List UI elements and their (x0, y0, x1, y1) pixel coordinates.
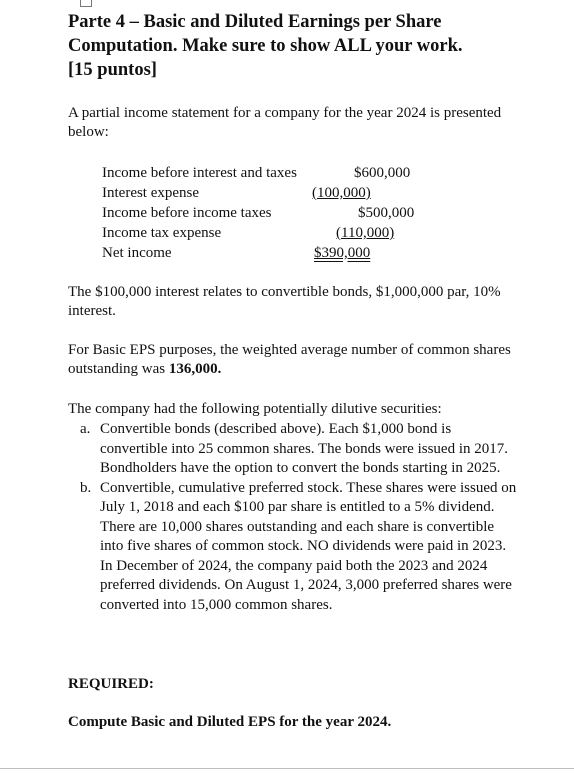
income-statement-row (102, 223, 432, 243)
statement-label: Income before income taxes (102, 205, 272, 221)
statement-label: Income tax expense (102, 225, 222, 241)
weighted-shares-value: 136,000 (168, 361, 218, 377)
bottom-divider (0, 768, 574, 769)
task-statement: Compute Basic and Diluted EPS for the year 2024. (68, 714, 392, 730)
list-item (80, 479, 520, 616)
statement-value: $600,000 (354, 165, 411, 181)
heading-line-3: [15 puntos] (68, 60, 157, 80)
income-statement-row (102, 203, 432, 223)
basic-eps-text: For Basic EPS purposes, the weighted average number of common shares outstanding was (68, 342, 511, 377)
list-marker: b. (80, 479, 92, 496)
heading-line-2: Computation. Make sure to show ALL your work. (68, 36, 463, 56)
required-label: REQUIRED: (68, 676, 154, 692)
list-item-text: Convertible, cumulative preferred stock. These shares were issued on July 1, 2018 and each $100 par share is entitled to a 5% dividend. There are 10,000 shares outstanding and each share is convertible into five shares of common stock. NO dividends were paid in 2023. In December of 2024, the company paid both the 2023 and 2024 preferred dividends. On August 1, 2024, 3,000 preferred shares were converted into 15,000 common shares. (100, 479, 517, 613)
income-statement-row (102, 243, 432, 263)
question-heading (68, 10, 538, 82)
statement-label: Interest expense (102, 185, 200, 201)
statement-label: Net income (102, 245, 172, 261)
statement-value: (100,000) (312, 185, 371, 201)
statement-label: Income before interest and taxes (102, 165, 297, 181)
intro-paragraph: A partial income statement for a company for the year 2024 is presented below: (68, 105, 502, 140)
income-statement-row (102, 183, 432, 203)
list-item-text: Convertible bonds (described above). Each $1,000 bond is convertible into 25 common shares. The bonds were issued in 2017. Bondholders have the option to convert the bonds starting in 2025. (100, 421, 508, 476)
interest-note: The $100,000 interest relates to convertible bonds, $1,000,000 par, 10% interest. (68, 284, 501, 319)
income-statement-row (102, 163, 432, 183)
heading-line-1: Parte 4 – Basic and Diluted Earnings per Share (68, 12, 442, 32)
statement-value: $500,000 (358, 205, 415, 221)
basic-eps-note (68, 341, 518, 379)
checkbox-fragment (80, 0, 92, 7)
statement-value: (110,000) (336, 225, 395, 241)
basic-eps-suffix: . (217, 361, 222, 377)
list-marker: a. (80, 421, 91, 437)
dilutive-intro: The company had the following potentially dilutive securities: (68, 401, 442, 417)
statement-value: $390,000 (314, 245, 371, 261)
securities-list (80, 420, 520, 615)
list-item (80, 420, 520, 479)
